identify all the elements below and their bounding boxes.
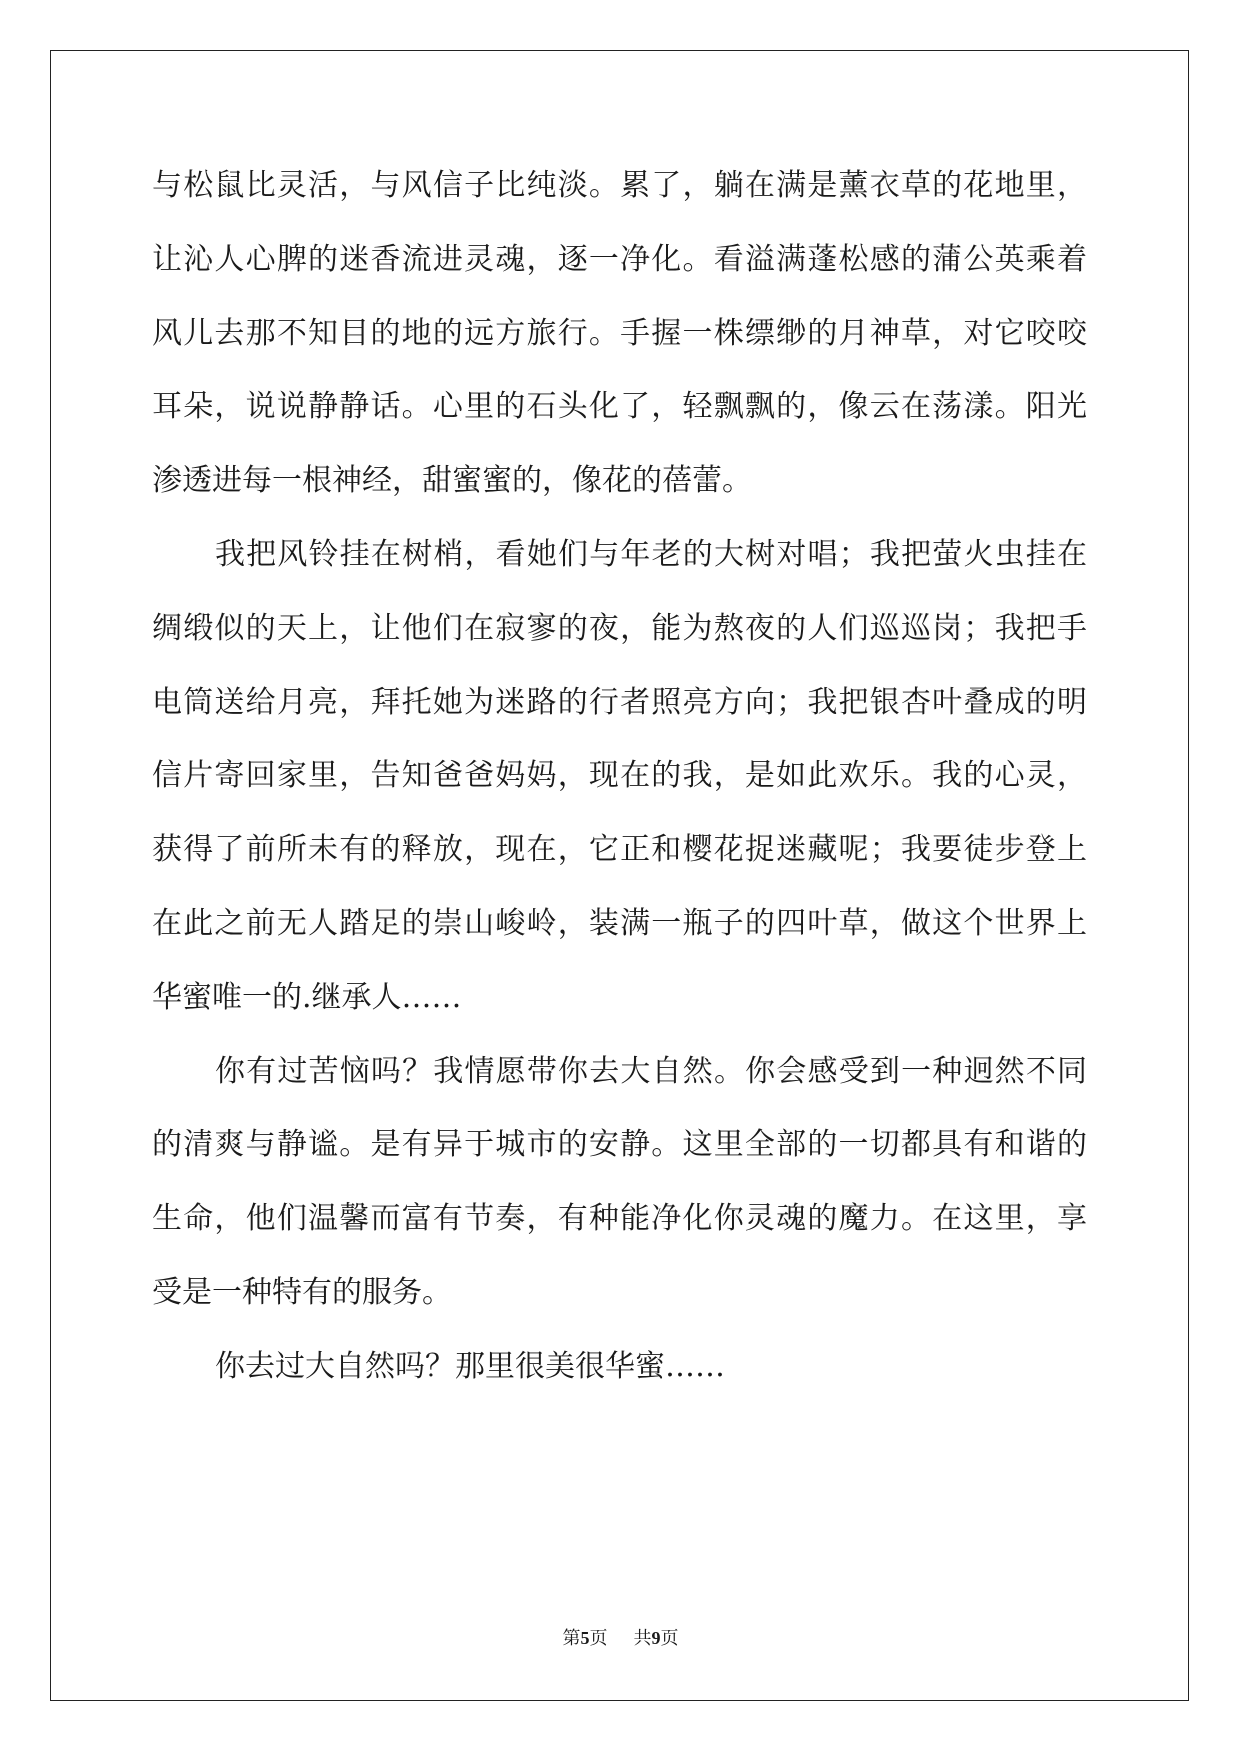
total-suffix: 页 — [660, 1628, 679, 1649]
document-body — [152, 166, 1087, 1421]
text-line: 耳朵，说说静静话。心里的石头化了，轻飘飘的，像云在荡漾。阳光 — [152, 389, 1087, 425]
page-suffix: 页 — [589, 1628, 608, 1649]
paragraph-first-line: 你有过苦恼吗？我情愿带你去大自然。你会感受到一种迥然不同 — [215, 1053, 1087, 1089]
text-line: 在此之前无人踏足的崇山峻岭，装满一瓶子的四叶草，做这个世界上 — [152, 905, 1087, 941]
page-prefix: 第 — [562, 1628, 581, 1649]
page-footer — [0, 1627, 1241, 1650]
text-line: 华蜜唯一的.继承人…… — [152, 979, 462, 1015]
text-line: 与松鼠比灵活，与风信子比纯淡。累了，躺在满是薰衣草的花地里， — [152, 168, 1087, 203]
text-line: 信片寄回家里，告知爸爸妈妈，现在的我，是如此欢乐。我的心灵， — [152, 758, 1087, 794]
text-line: 让沁人心脾的迷香流进灵魂，逐一净化。看溢满蓬松感的蒲公英乘着 — [152, 241, 1087, 277]
total-prefix: 共 — [633, 1628, 652, 1649]
text-line: 渗透进每一根神经，甜蜜蜜的，像花的蓓蕾。 — [152, 463, 752, 499]
text-line: 的清爽与静谧。是有异于城市的安静。这里全部的一切都具有和谐的 — [152, 1127, 1087, 1163]
text-line: 生命，他们温馨而富有节奏，有种能净化你灵魂的魔力。在这里，享 — [152, 1201, 1087, 1237]
page-number: 5 — [580, 1628, 590, 1648]
total-pages: 9 — [651, 1628, 661, 1648]
text-line: 风儿去那不知目的地的远方旅行。手握一株缥缈的月神草，对它咬咬 — [152, 315, 1087, 351]
paragraph-first-line: 我把风铃挂在树梢，看她们与年老的大树对唱；我把萤火虫挂在 — [215, 536, 1087, 572]
paragraph-first-line: 你去过大自然吗？那里很美很华蜜…… — [215, 1348, 725, 1384]
text-line: 绸缎似的天上，让他们在寂寥的夜，能为熬夜的人们巡巡岗；我把手 — [152, 610, 1087, 646]
text-line: 电筒送给月亮，拜托她为迷路的行者照亮方向；我把银杏叶叠成的明 — [152, 684, 1087, 720]
text-line: 受是一种特有的服务。 — [152, 1274, 452, 1310]
text-line: 获得了前所未有的释放，现在，它正和樱花捉迷藏呢；我要徒步登上 — [152, 832, 1087, 868]
